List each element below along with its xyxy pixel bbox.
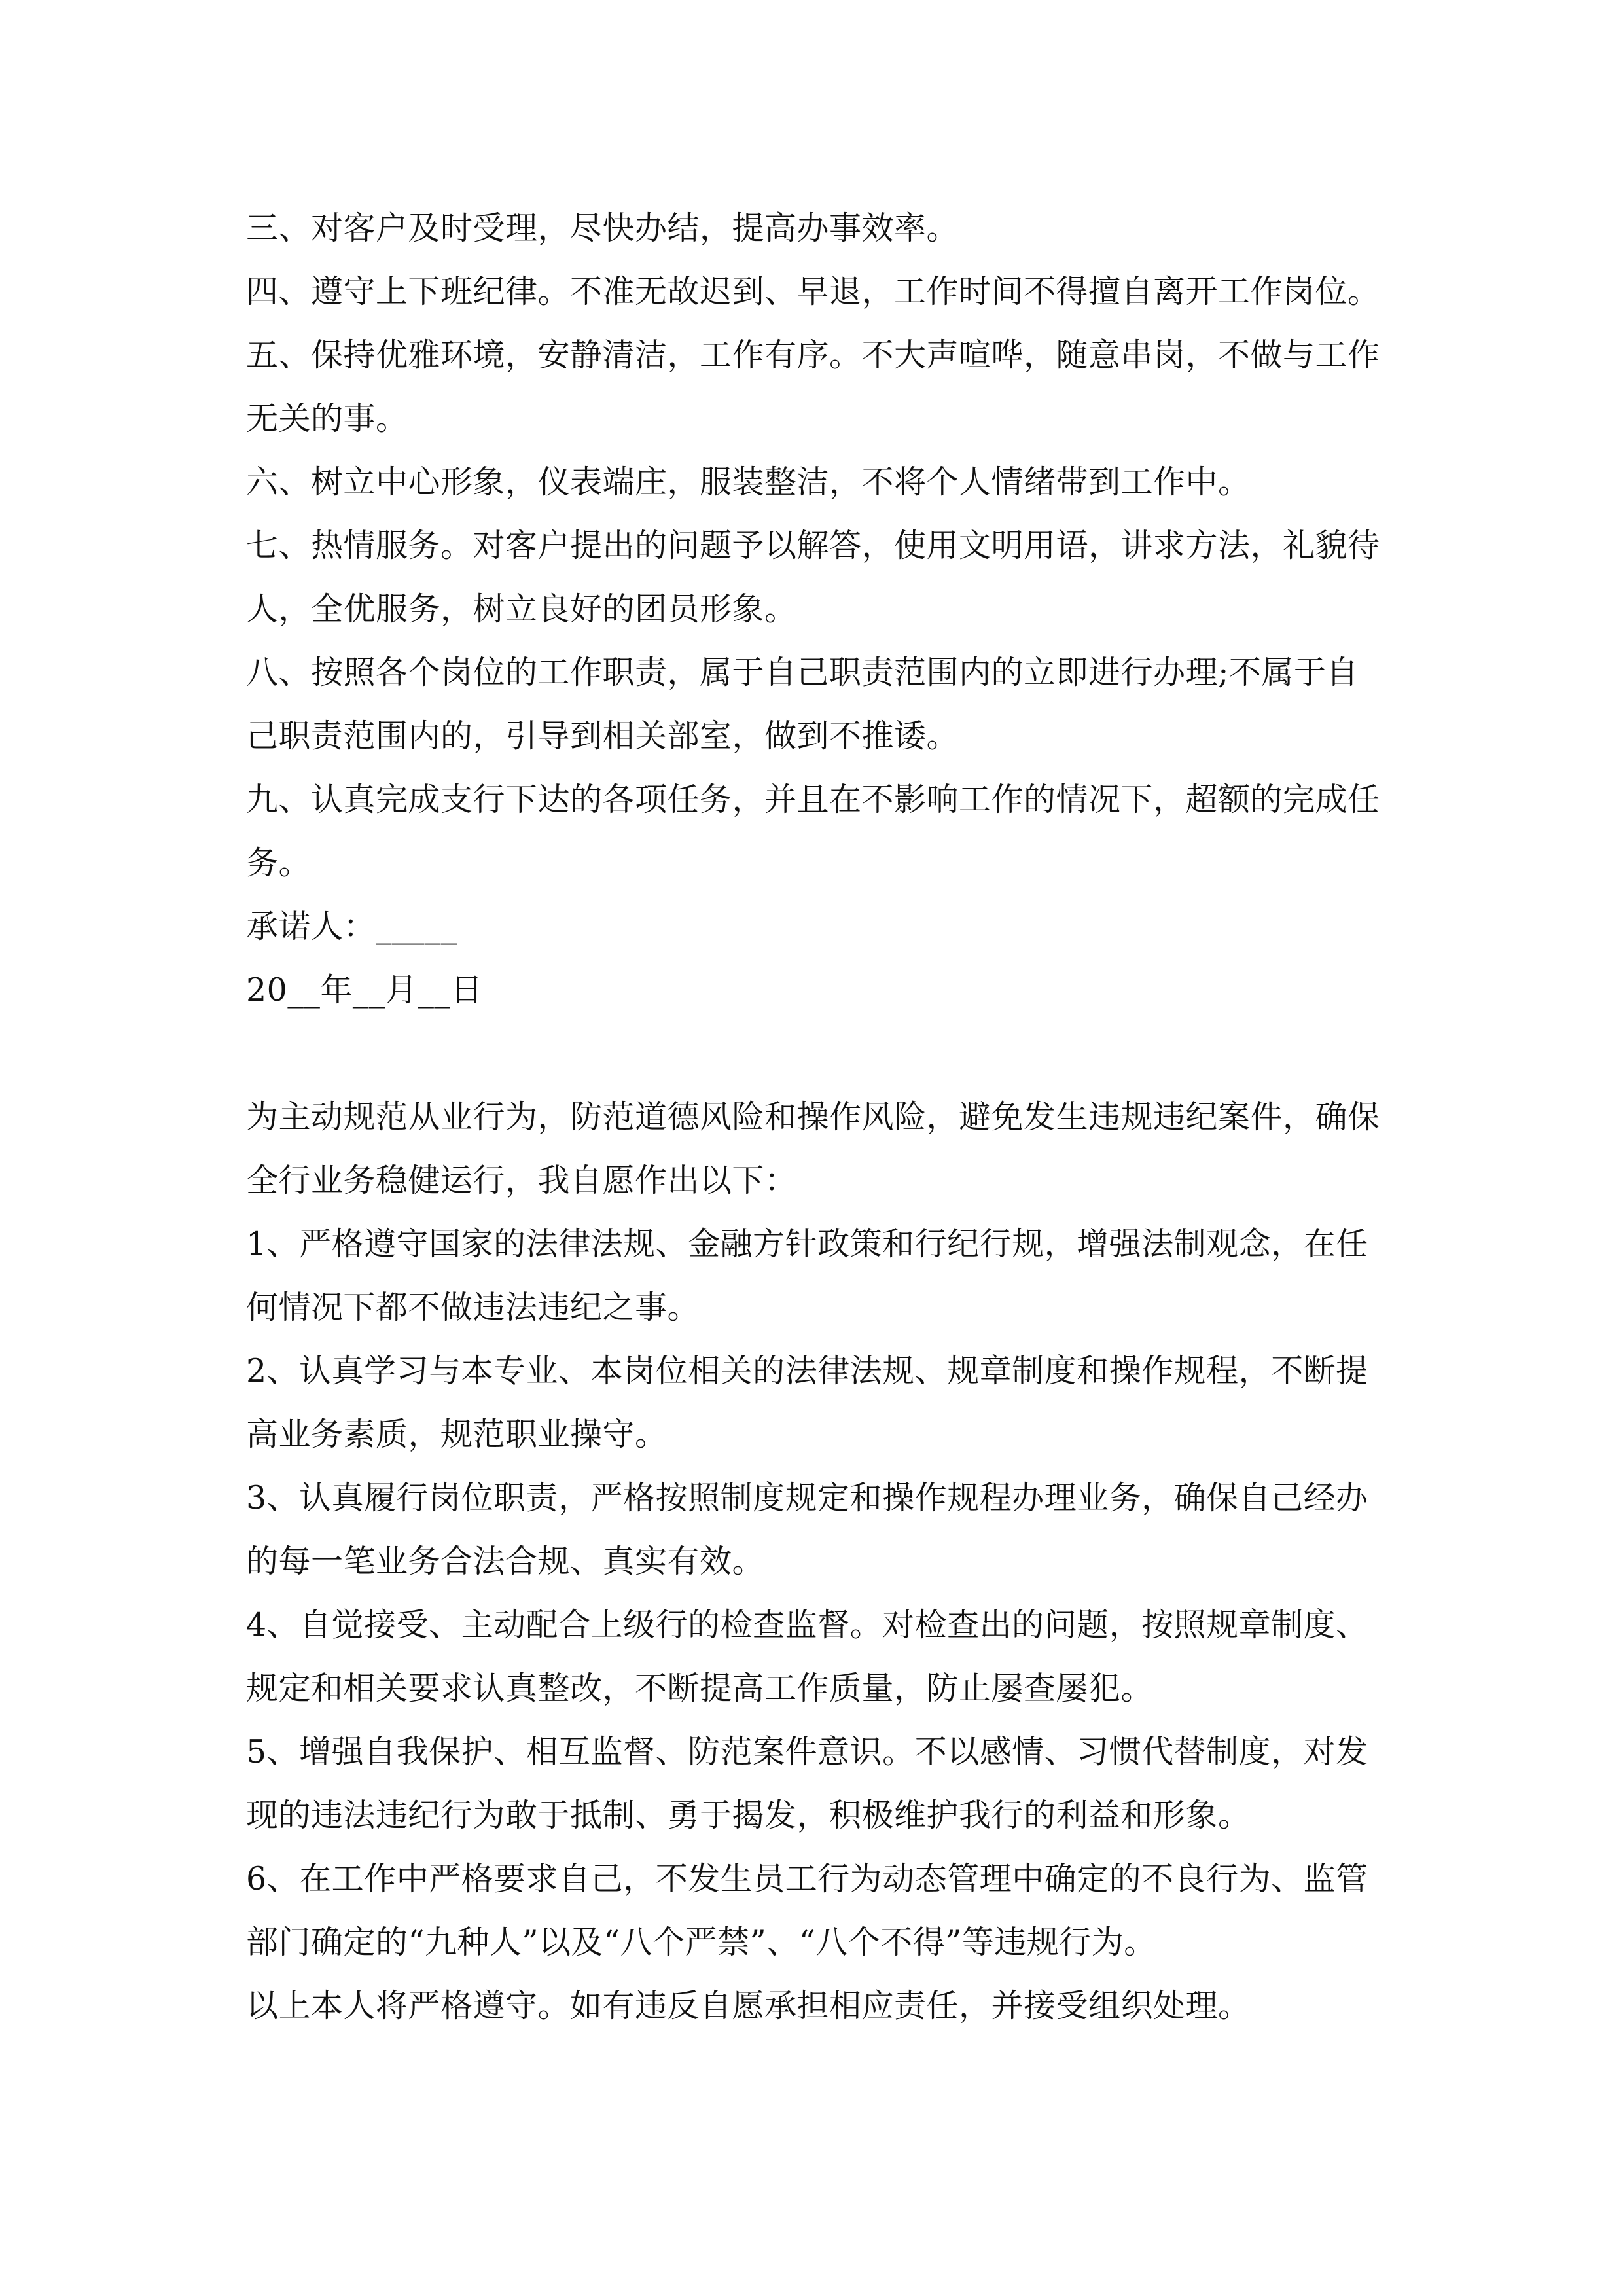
pledge-intro: 为主动规范从业行为，防范道德风险和操作风险，避免发生违规违纪案件，确保 xyxy=(246,1098,1380,1136)
pledge-item-6: 6、在工作中严格要求自己，不发生员工行为动态管理中确定的不良行为、监管 xyxy=(246,1860,1368,1897)
pledge-intro-cont: 全行业务稳健运行，我自愿作出以下： xyxy=(246,1162,797,1199)
pledge-item-2-cont: 高业务素质，规范职业操守。 xyxy=(246,1416,668,1453)
commitment-item-6: 六、树立中心形象，仪表端庄，服装整洁，不将个人情绪带到工作中。 xyxy=(246,463,1251,501)
pledge-item-1-cont: 何情况下都不做违法违纪之事。 xyxy=(246,1289,700,1326)
pledge-item-3-cont: 的每一笔业务合法合规、真实有效。 xyxy=(246,1543,765,1580)
section-gap xyxy=(246,1022,1398,1085)
pledge-closing: 以上本人将严格遵守。如有违反自愿承担相应责任，并接受组织处理。 xyxy=(246,1987,1251,2024)
commitment-item-7: 七、热情服务。对客户提出的问题予以解答，使用文明用语，讲求方法，礼貌待 xyxy=(246,527,1380,564)
pledge-item-5: 5、增强自我保护、相互监督、防范案件意识。不以感情、习惯代替制度，对发 xyxy=(246,1733,1368,1770)
pledge-item-3: 3、认真履行岗位职责，严格按照制度规定和操作规程办理业务，确保自己经办 xyxy=(246,1479,1368,1516)
commitment-item-9-cont: 务。 xyxy=(246,844,312,882)
pledge-item-5-cont: 现的违法违纪行为敢于抵制、勇于揭发，积极维护我行的利益和形象。 xyxy=(246,1797,1251,1834)
pledge-item-6-cont: 部门确定的“九种人”以及“八个严禁”、“八个不得”等违规行为。 xyxy=(246,1924,1156,1961)
commitment-item-3: 三、对客户及时受理，尽快办结，提高办事效率。 xyxy=(246,209,959,247)
pledge-item-4: 4、自觉接受、主动配合上级行的检查监督。对检查出的问题，按照规章制度、 xyxy=(246,1606,1368,1643)
pledge-item-4-cont: 规定和相关要求认真整改，不断提高工作质量，防止屡查屡犯。 xyxy=(246,1670,1154,1707)
commitment-item-4: 四、遵守上下班纪律。不准无故迟到、早退，工作时间不得擅自离开工作岗位。 xyxy=(246,273,1380,310)
commitment-item-5: 五、保持优雅环境，安静清洁，工作有序。不大声喧哗，随意串岗，不做与工作 xyxy=(246,336,1380,374)
pledge-item-1: 1、严格遵守国家的法律法规、金融方针政策和行纪行规，增强法制观念，在任 xyxy=(246,1225,1368,1263)
date-line: 20__年__月__日 xyxy=(246,971,483,1009)
signer-line: 承诺人：_____ xyxy=(246,908,458,945)
commitment-item-8-cont: 己职责范围内的，引导到相关部室，做到不推诿。 xyxy=(246,717,959,755)
pledge-item-2: 2、认真学习与本专业、本岗位相关的法律法规、规章制度和操作规程，不断提 xyxy=(246,1352,1368,1390)
commitment-item-9: 九、认真完成支行下达的各项任务，并且在不影响工作的情况下，超额的完成任 xyxy=(246,781,1380,818)
commitment-item-5-cont: 无关的事。 xyxy=(246,400,408,437)
document-body xyxy=(246,196,1398,2037)
commitment-item-8: 八、按照各个岗位的工作职责，属于自己职责范围内的立即进行办理;不属于自 xyxy=(246,654,1359,691)
commitment-item-7-cont: 人，全优服务，树立良好的团员形象。 xyxy=(246,590,797,628)
